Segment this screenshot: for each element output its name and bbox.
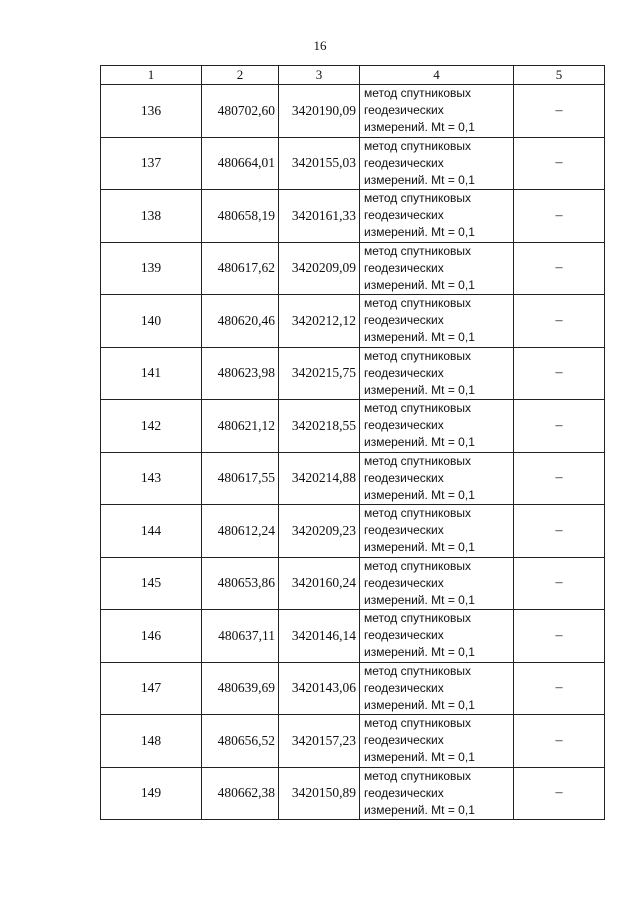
x-coordinate-cell: 480664,01 (202, 137, 279, 190)
coordinates-table (100, 65, 605, 820)
method-text-line: измерений. Mt = 0,1 (364, 697, 475, 712)
note-cell: – (514, 505, 605, 558)
x-coordinate-cell: 480612,24 (202, 505, 279, 558)
table-row (101, 557, 605, 610)
y-coordinate-cell: 3420214,88 (279, 452, 360, 505)
table-row (101, 85, 605, 138)
point-number-cell: 142 (101, 400, 202, 453)
method-text-line: метод спутниковых (364, 296, 472, 311)
method-text-line: геодезических (364, 103, 444, 118)
y-coordinate-cell: 3420218,55 (279, 400, 360, 453)
method-cell (360, 505, 514, 558)
table-row (101, 505, 605, 558)
method-text-line: геодезических (364, 523, 444, 538)
table-row (101, 715, 605, 768)
method-text-line: измерений. Mt = 0,1 (364, 330, 475, 345)
header-col-3: 3 (279, 66, 360, 85)
page-number: 16 (313, 38, 327, 53)
table-row (101, 242, 605, 295)
y-coordinate-cell: 3420143,06 (279, 662, 360, 715)
x-coordinate-cell: 480620,46 (202, 295, 279, 348)
point-number-cell: 143 (101, 452, 202, 505)
method-text-line: геодезических (364, 418, 444, 433)
note-cell: – (514, 400, 605, 453)
method-text-line: измерений. Mt = 0,1 (364, 750, 475, 765)
method-text-line: измерений. Mt = 0,1 (364, 225, 475, 240)
table-row (101, 662, 605, 715)
point-number-cell: 136 (101, 85, 202, 138)
method-text-line: геодезических (364, 628, 444, 643)
y-coordinate-cell: 3420209,09 (279, 242, 360, 295)
method-cell (360, 452, 514, 505)
header-col-5: 5 (514, 66, 605, 85)
x-coordinate-cell: 480617,55 (202, 452, 279, 505)
point-number-cell: 140 (101, 295, 202, 348)
point-number-cell: 139 (101, 242, 202, 295)
method-cell (360, 400, 514, 453)
note-cell: – (514, 347, 605, 400)
y-coordinate-cell: 3420212,12 (279, 295, 360, 348)
method-cell (360, 242, 514, 295)
method-text-line: измерений. Mt = 0,1 (364, 382, 475, 397)
method-cell (360, 610, 514, 663)
point-number-cell: 145 (101, 557, 202, 610)
point-number-cell: 138 (101, 190, 202, 243)
method-text-line: геодезических (364, 155, 444, 170)
note-cell: – (514, 85, 605, 138)
y-coordinate-cell: 3420146,14 (279, 610, 360, 663)
note-cell: – (514, 452, 605, 505)
method-text-line: метод спутниковых (364, 243, 472, 258)
note-cell: – (514, 715, 605, 768)
x-coordinate-cell: 480637,11 (202, 610, 279, 663)
method-text-line: геодезических (364, 785, 444, 800)
x-coordinate-cell: 480658,19 (202, 190, 279, 243)
x-coordinate-cell: 480621,12 (202, 400, 279, 453)
method-cell (360, 137, 514, 190)
point-number-cell: 137 (101, 137, 202, 190)
point-number-cell: 149 (101, 767, 202, 820)
method-cell (360, 662, 514, 715)
method-text-line: геодезических (364, 260, 444, 275)
method-cell (360, 715, 514, 768)
method-text-line: метод спутниковых (364, 348, 472, 363)
method-cell (360, 767, 514, 820)
method-text-line: геодезических (364, 575, 444, 590)
method-text-line: метод спутниковых (364, 86, 472, 101)
table-row (101, 295, 605, 348)
method-text-line: измерений. Mt = 0,1 (364, 277, 475, 292)
table-header-row (101, 66, 605, 85)
y-coordinate-cell: 3420190,09 (279, 85, 360, 138)
point-number-cell: 148 (101, 715, 202, 768)
method-text-line: метод спутниковых (364, 768, 472, 783)
method-text-line: измерений. Mt = 0,1 (364, 487, 475, 502)
note-cell: – (514, 190, 605, 243)
method-text-line: геодезических (364, 208, 444, 223)
x-coordinate-cell: 480656,52 (202, 715, 279, 768)
method-text-line: метод спутниковых (364, 716, 472, 731)
method-cell (360, 190, 514, 243)
x-coordinate-cell: 480623,98 (202, 347, 279, 400)
y-coordinate-cell: 3420157,23 (279, 715, 360, 768)
method-text-line: метод спутниковых (364, 611, 472, 626)
method-text-line: измерений. Mt = 0,1 (364, 120, 475, 135)
point-number-cell: 144 (101, 505, 202, 558)
y-coordinate-cell: 3420155,03 (279, 137, 360, 190)
table-row (101, 452, 605, 505)
method-text-line: измерений. Mt = 0,1 (364, 802, 475, 817)
table-row (101, 347, 605, 400)
method-cell (360, 347, 514, 400)
x-coordinate-cell: 480702,60 (202, 85, 279, 138)
method-text-line: геодезических (364, 313, 444, 328)
table-row (101, 767, 605, 820)
header-col-4: 4 (360, 66, 514, 85)
point-number-cell: 146 (101, 610, 202, 663)
method-text-line: метод спутниковых (364, 453, 472, 468)
method-text-line: измерений. Mt = 0,1 (364, 435, 475, 450)
method-text-line: измерений. Mt = 0,1 (364, 592, 475, 607)
note-cell: – (514, 242, 605, 295)
method-text-line: метод спутниковых (364, 191, 472, 206)
note-cell: – (514, 610, 605, 663)
x-coordinate-cell: 480639,69 (202, 662, 279, 715)
method-text-line: метод спутниковых (364, 401, 472, 416)
method-cell (360, 557, 514, 610)
method-text-line: геодезических (364, 365, 444, 380)
note-cell: – (514, 767, 605, 820)
method-text-line: измерений. Mt = 0,1 (364, 645, 475, 660)
note-cell: – (514, 295, 605, 348)
y-coordinate-cell: 3420209,23 (279, 505, 360, 558)
table-row (101, 137, 605, 190)
y-coordinate-cell: 3420215,75 (279, 347, 360, 400)
method-text-line: измерений. Mt = 0,1 (364, 540, 475, 555)
method-cell (360, 295, 514, 348)
x-coordinate-cell: 480617,62 (202, 242, 279, 295)
point-number-cell: 147 (101, 662, 202, 715)
table-body (101, 85, 605, 820)
table-row (101, 190, 605, 243)
method-text-line: метод спутниковых (364, 558, 472, 573)
table-row (101, 400, 605, 453)
note-cell: – (514, 137, 605, 190)
method-cell (360, 85, 514, 138)
method-text-line: метод спутниковых (364, 138, 472, 153)
method-text-line: геодезических (364, 470, 444, 485)
y-coordinate-cell: 3420160,24 (279, 557, 360, 610)
x-coordinate-cell: 480653,86 (202, 557, 279, 610)
method-text-line: геодезических (364, 680, 444, 695)
method-text-line: метод спутниковых (364, 663, 472, 678)
point-number-cell: 141 (101, 347, 202, 400)
table-row (101, 610, 605, 663)
header-col-1: 1 (101, 66, 202, 85)
note-cell: – (514, 557, 605, 610)
x-coordinate-cell: 480662,38 (202, 767, 279, 820)
note-cell: – (514, 662, 605, 715)
method-text-line: измерений. Mt = 0,1 (364, 172, 475, 187)
y-coordinate-cell: 3420161,33 (279, 190, 360, 243)
method-text-line: геодезических (364, 733, 444, 748)
method-text-line: метод спутниковых (364, 506, 472, 521)
y-coordinate-cell: 3420150,89 (279, 767, 360, 820)
header-col-2: 2 (202, 66, 279, 85)
